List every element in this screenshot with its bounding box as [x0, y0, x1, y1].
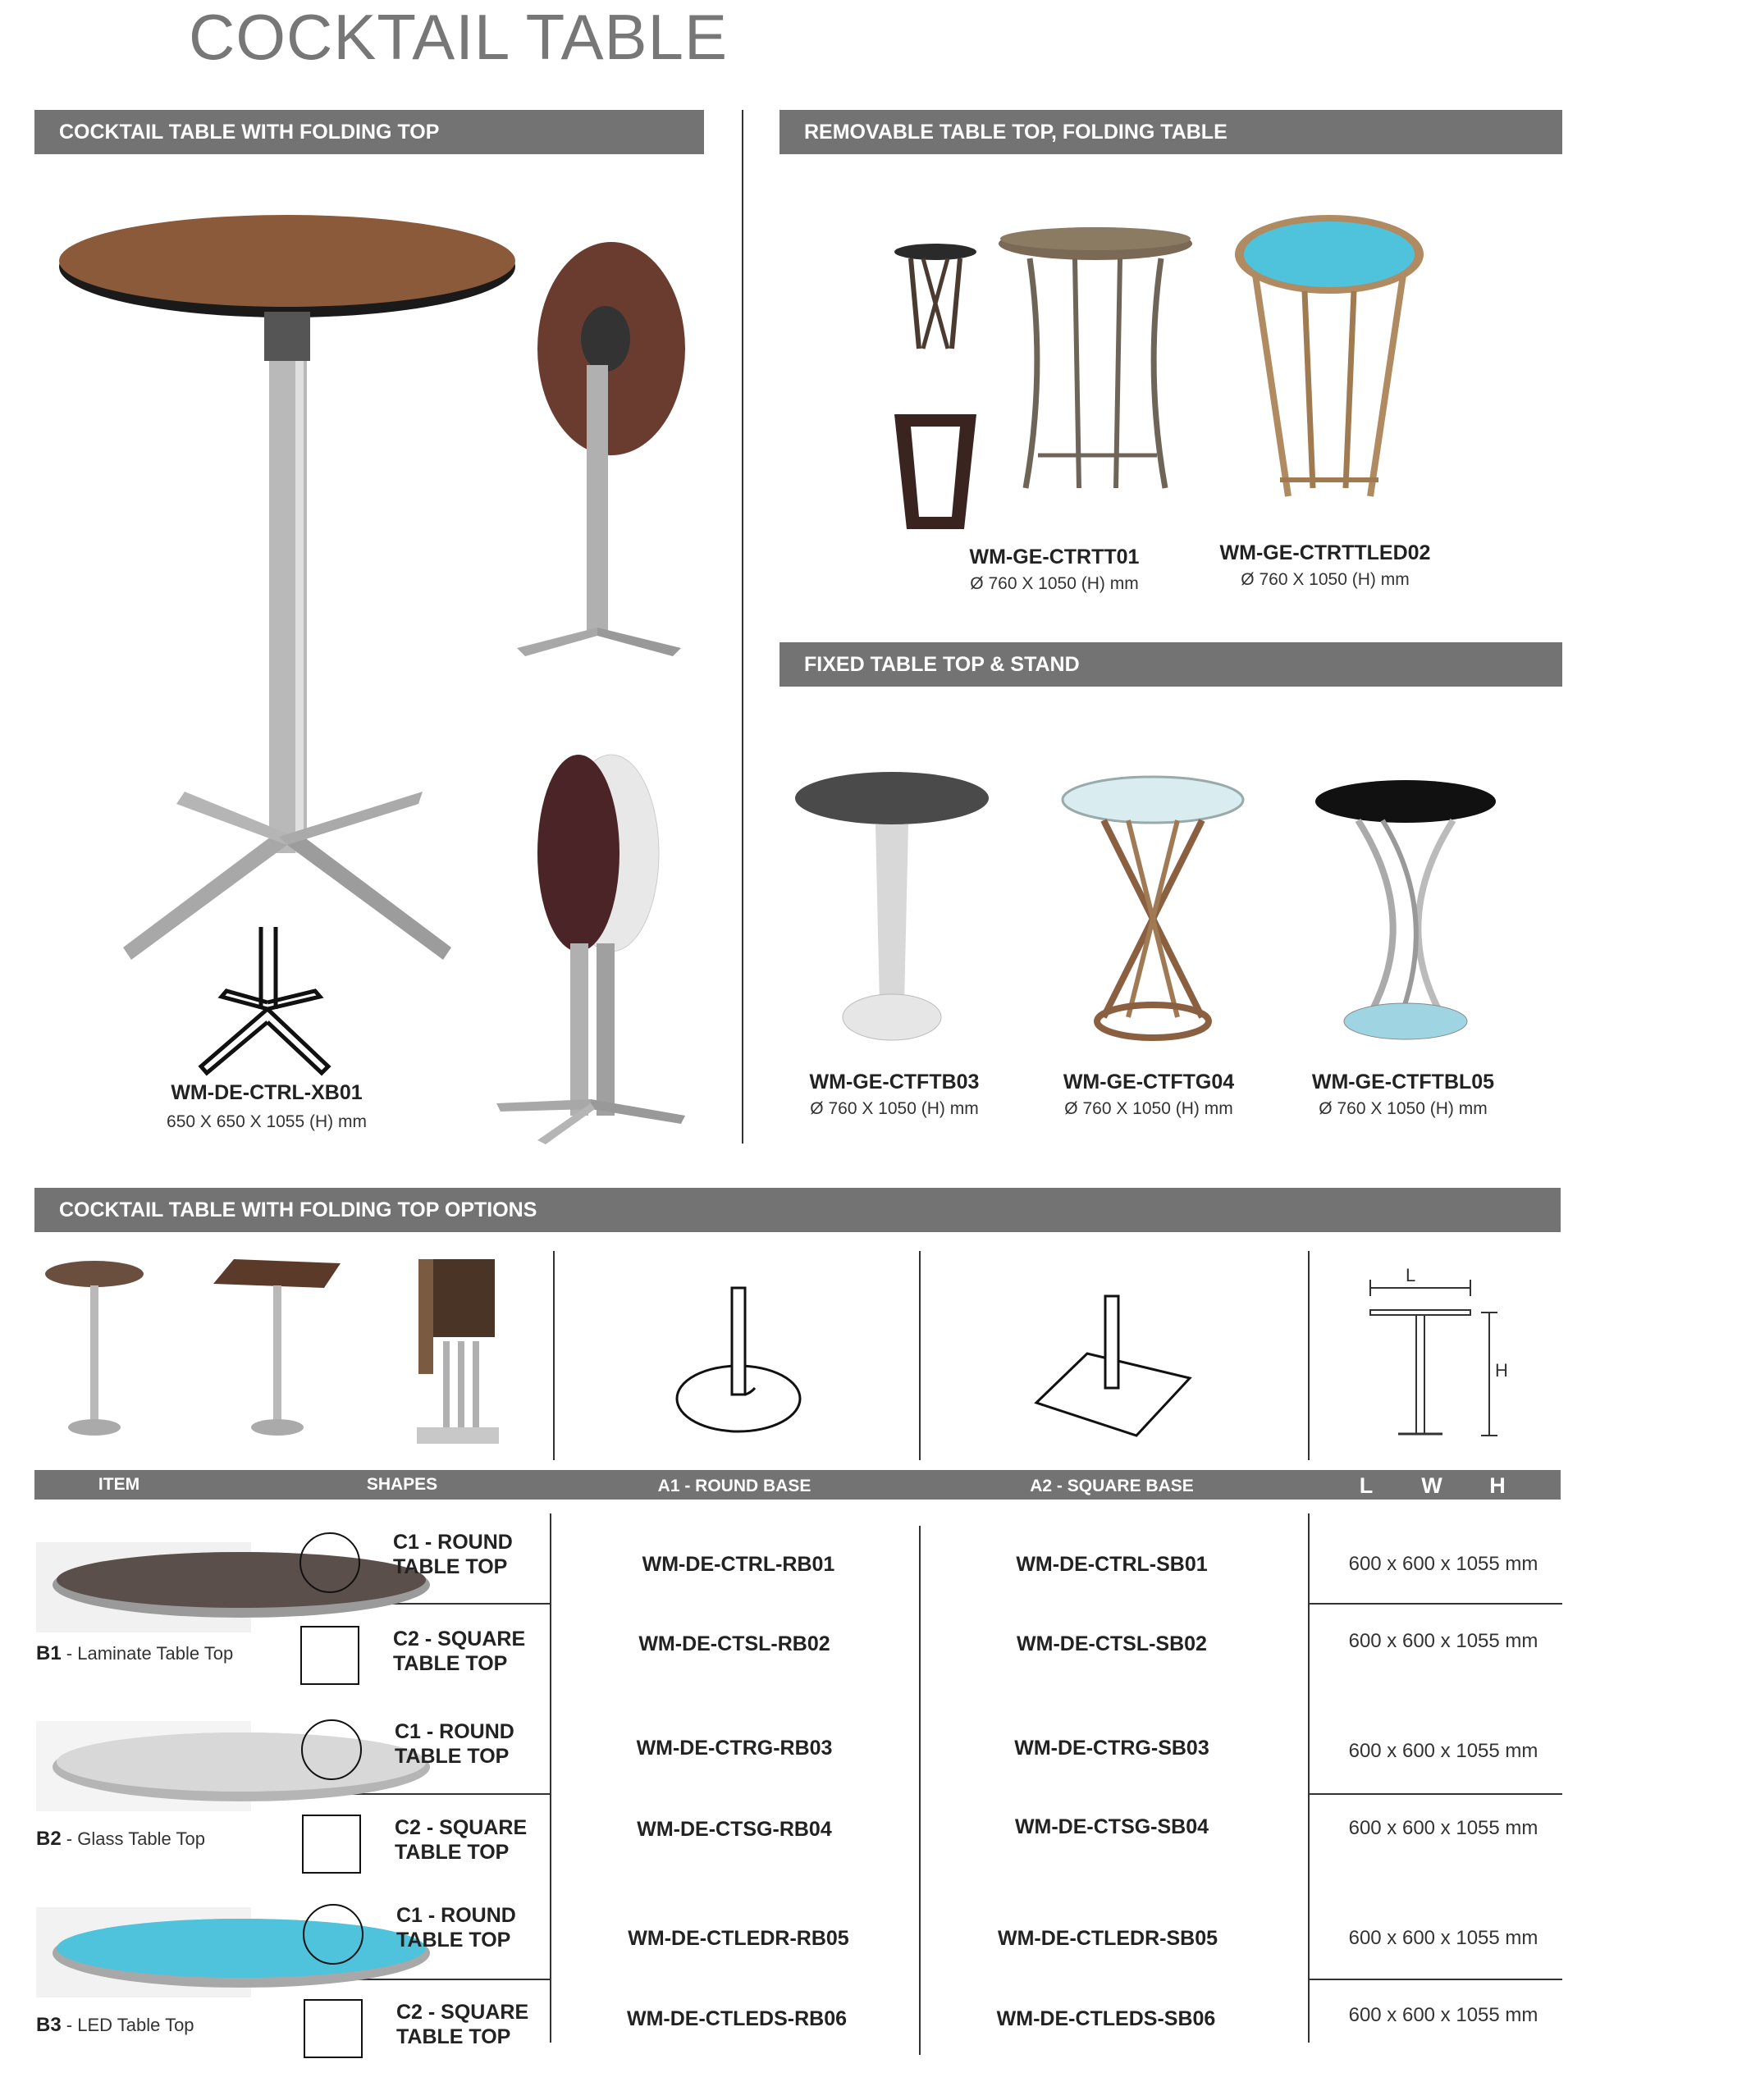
product-code-ctrttled02: WM-GE-CTRTTLED02 [1219, 541, 1431, 564]
row-separator [1308, 1603, 1562, 1605]
table-header-l: L [1359, 1473, 1374, 1498]
shape-label: C2 - SQUARE TABLE TOP [395, 1816, 528, 1864]
section-divider [742, 110, 743, 1144]
square-base-code: WM-DE-CTSL-SB02 [1017, 1632, 1207, 1655]
size-value: 600 x 600 x 1055 mm [1348, 1630, 1538, 1652]
removable-top-table-02-image [1231, 217, 1428, 504]
square-base-code: WM-DE-CTLEDS-SB06 [996, 2007, 1216, 2030]
product-code-xb01: WM-DE-CTRL-XB01 [171, 1081, 363, 1104]
size-value: 600 x 600 x 1055 mm [1348, 2004, 1538, 2026]
square-base-code: WM-DE-CTLEDR-SB05 [997, 1927, 1218, 1950]
item-b1-top [57, 1552, 426, 1608]
table-header-w: W [1421, 1473, 1442, 1498]
fixed-table-04-image [1054, 771, 1251, 1050]
table-header-item: ITEM [98, 1475, 140, 1494]
fixed-table-05-image [1309, 775, 1506, 1046]
table-header-square-base: A2 - SQUARE BASE [1030, 1477, 1194, 1495]
product-code-ctftbl05: WM-GE-CTFTBL05 [1311, 1071, 1495, 1093]
item-b3-top [57, 1919, 426, 1978]
fixed-table-03-image [789, 767, 994, 1046]
shape-label: C1 - ROUND TABLE TOP [395, 1720, 514, 1768]
row-separator [1308, 1979, 1562, 1980]
dimension-diagram [1362, 1267, 1518, 1444]
round-base-code: WM-DE-CTSG-RB04 [637, 1818, 832, 1841]
product-dim-ctftg04: Ø 760 X 1050 (H) mm [1064, 1099, 1233, 1118]
section-header-fixed-top: FIXED TABLE TOP & STAND [779, 642, 1562, 687]
square-shape-icon [304, 1999, 364, 2060]
product-code-ctftg04: WM-GE-CTFTG04 [1063, 1071, 1235, 1093]
option-folded-table-image [410, 1259, 509, 1448]
table-header-shapes: SHAPES [366, 1475, 438, 1494]
options-divider-2 [919, 1251, 921, 1460]
round-shape-icon [302, 1903, 368, 1969]
round-base-code: WM-DE-CTRL-RB01 [642, 1553, 835, 1576]
option-square-table-image [209, 1259, 341, 1444]
product-code-ctrtt01: WM-GE-CTRTT01 [969, 546, 1140, 568]
section-header-options: COCKTAIL TABLE WITH FOLDING TOP OPTIONS [34, 1188, 1561, 1232]
table-col-divider-1 [550, 1513, 551, 2043]
item-b1-label: B1 - Laminate Table Top [36, 1642, 234, 1664]
product-dim-ctftb03: Ø 760 X 1050 (H) mm [810, 1099, 979, 1118]
folded-table-image-1 [509, 242, 689, 669]
shape-label: C1 - ROUND TABLE TOP [393, 1531, 513, 1578]
square-base-code: WM-DE-CTRL-SB01 [1016, 1553, 1208, 1576]
options-divider-3 [1308, 1251, 1310, 1460]
round-shape-icon [300, 1719, 366, 1784]
section-header-removable-top: REMOVABLE TABLE TOP, FOLDING TABLE [779, 110, 1562, 154]
item-b2-top [57, 1732, 426, 1792]
table-header-round-base: A1 - ROUND BASE [657, 1477, 811, 1495]
row-separator [1308, 1793, 1562, 1795]
shape-label: C2 - SQUARE TABLE TOP [396, 2001, 529, 2048]
item-b2-image [36, 1721, 251, 1811]
table-col-divider-2 [919, 1526, 921, 2055]
shape-label: C1 - ROUND TABLE TOP [396, 1904, 516, 1952]
shape-label: C2 - SQUARE TABLE TOP [393, 1628, 526, 1675]
diagram-l-label: L [1406, 1265, 1416, 1285]
size-value: 600 x 600 x 1055 mm [1348, 1553, 1538, 1575]
section-header-folding-top: COCKTAIL TABLE WITH FOLDING TOP [34, 110, 704, 154]
product-dim-ctftbl05: Ø 760 X 1050 (H) mm [1319, 1099, 1488, 1118]
diagram-h-label: H [1495, 1360, 1508, 1381]
square-base-code: WM-DE-CTRG-SB03 [1014, 1737, 1209, 1760]
round-base-code: WM-DE-CTLEDS-RB06 [626, 2007, 848, 2030]
item-b3-label: B3 - LED Table Top [36, 2014, 194, 2036]
product-dim-ctrtt01: Ø 760 X 1050 (H) mm [970, 574, 1139, 593]
round-base-drawing-icon [673, 1288, 804, 1444]
square-shape-icon [302, 1815, 363, 1875]
size-value: 600 x 600 x 1055 mm [1348, 1740, 1538, 1762]
size-value: 600 x 600 x 1055 mm [1348, 1927, 1538, 1949]
round-base-code: WM-DE-CTLEDR-RB05 [628, 1927, 849, 1950]
product-code-ctftb03: WM-GE-CTFTB03 [809, 1071, 980, 1093]
square-shape-icon [300, 1626, 361, 1687]
square-base-code: WM-DE-CTSG-SB04 [1014, 1815, 1209, 1838]
round-base-code: WM-DE-CTSL-RB02 [638, 1632, 830, 1655]
table-col-divider-3 [1308, 1513, 1310, 2043]
product-dim-ctrttled02: Ø 760 X 1050 (H) mm [1241, 570, 1410, 589]
round-base-code: WM-DE-CTRG-RB03 [636, 1737, 833, 1760]
product-dim-xb01: 650 X 650 X 1055 (H) mm [167, 1112, 367, 1131]
square-base-drawing-icon [1030, 1296, 1194, 1444]
page-title: COCKTAIL TABLE [189, 1, 728, 73]
round-shape-icon [299, 1532, 364, 1597]
size-value: 600 x 600 x 1055 mm [1348, 1817, 1538, 1839]
removable-top-table-01-image [997, 226, 1194, 496]
base-drawing-icon [197, 927, 336, 1075]
removable-top-small-images [886, 242, 985, 537]
table-header-h: H [1489, 1473, 1506, 1498]
folding-table-image [49, 213, 525, 984]
options-divider-1 [553, 1251, 555, 1460]
option-round-table-image [41, 1259, 148, 1444]
folded-table-image-2 [488, 755, 693, 1148]
item-b2-label: B2 - Glass Table Top [36, 1828, 205, 1850]
item-b1-image [36, 1542, 251, 1632]
item-b3-image [36, 1907, 251, 1997]
